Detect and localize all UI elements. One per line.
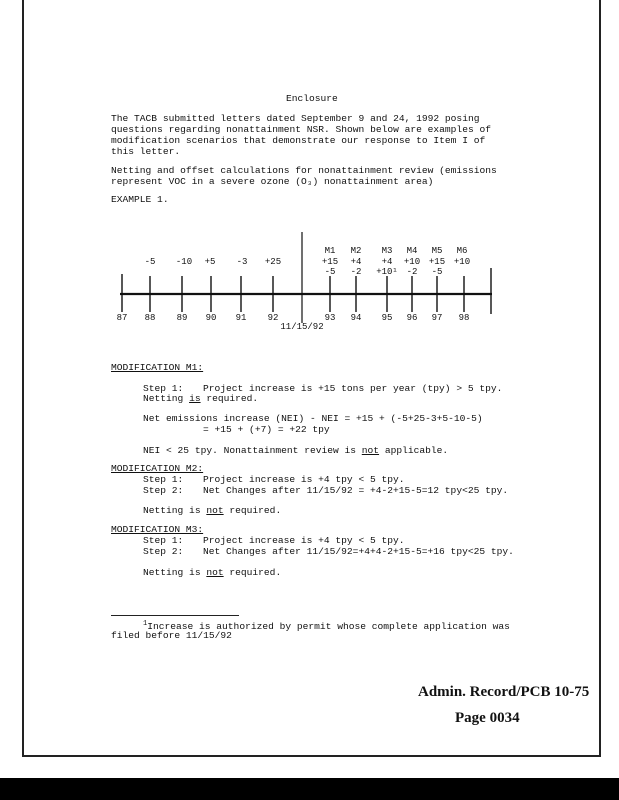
m2-netting-line: Netting is not required.: [143, 505, 282, 516]
date-label: 11/15/92: [280, 322, 324, 332]
m1-conclusion: NEI < 25 tpy. Nonattainment review is not applicable.: [143, 445, 449, 456]
year-label-97: 97: [431, 313, 443, 323]
year-label-91: 91: [235, 313, 247, 323]
example-label: EXAMPLE 1.: [111, 194, 169, 205]
m1-step1-label: Step 1:: [143, 383, 184, 394]
m3-netting-line: Netting is not required.: [143, 567, 282, 578]
m6-value1-label: +10: [453, 257, 471, 267]
m2-step1-text: Project increase is +4 tpy < 5 tpy.: [203, 474, 405, 485]
m5-name-label: M5: [431, 246, 443, 256]
year-label-98: 98: [458, 313, 470, 323]
admin-record-stamp: Admin. Record/PCB 10-75: [418, 684, 590, 700]
footnote-line1: $^1$Increase is authorized by permit whose complete application was: [143, 620, 510, 633]
year-label-89: 89: [176, 313, 188, 323]
m2-step2-text: Net Changes after 11/15/92 = +4-2+15-5=12 tpy<25 tpy.: [203, 485, 509, 496]
m1-step1-text: Project increase is +15 tons per year (tpy) > 5 tpy.: [203, 383, 503, 394]
m3-step1-text: Project increase is +4 tpy < 5 tpy.: [203, 535, 405, 546]
intro-paragraph: The TACB submitted letters dated September 9 and 24, 1992 posing questions regarding nonattainment NSR. Shown below are examples of modification scenarios that demonstrate our response to Item I of this letter.: [111, 113, 491, 157]
page-number-stamp: Page 0034: [455, 710, 520, 726]
pre-change-label: -3: [236, 257, 248, 267]
m2-value1-label: +4: [350, 257, 362, 267]
pre-change-label: +25: [264, 257, 282, 267]
m2-step1-label: Step 1:: [143, 474, 184, 485]
year-label-87: 87: [116, 313, 128, 323]
m4-value1-label: +10: [403, 257, 421, 267]
m1-netting-line: Netting is required.: [143, 393, 259, 404]
m1-heading: MODIFICATION M1:: [111, 362, 204, 373]
m1-name-label: M1: [324, 246, 336, 256]
page-title: Enclosure: [286, 93, 338, 104]
pre-change-label: -5: [144, 257, 156, 267]
scan-bottom-band: [0, 778, 619, 800]
footnote-rule: [111, 615, 239, 616]
year-label-90: 90: [205, 313, 217, 323]
timeline-diagram: [0, 0, 619, 340]
m1-nei-line1: Net emissions increase (NEI) - NEI = +15 + (-5+25-3+5-10-5): [143, 413, 483, 424]
m5-value2-label: -5: [431, 267, 443, 277]
m1-value2-label: -5: [324, 267, 336, 277]
netting-paragraph: Netting and offset calculations for nonattainment review (emissions represent VOC in a severe ozone (O₃) nonattainment area): [111, 165, 497, 187]
m3-step2-text: Net Changes after 11/15/92=+4+4-2+15-5=+16 tpy<25 tpy.: [203, 546, 514, 557]
m4-value2-label: -2: [406, 267, 418, 277]
pre-change-label: +5: [204, 257, 216, 267]
year-label-94: 94: [350, 313, 362, 323]
year-label-93: 93: [324, 313, 336, 323]
year-label-95: 95: [381, 313, 393, 323]
m3-heading: MODIFICATION M3:: [111, 524, 204, 535]
m1-nei-line2: = +15 + (+7) = +22 tpy: [203, 424, 330, 435]
m2-step2-label: Step 2:: [143, 485, 184, 496]
m3-step1-label: Step 1:: [143, 535, 184, 546]
m5-value1-label: +15: [428, 257, 446, 267]
m2-heading: MODIFICATION M2:: [111, 463, 204, 474]
year-label-92: 92: [267, 313, 279, 323]
m3-value2-label: +10¹: [376, 267, 398, 277]
page-border-bottom: [22, 755, 601, 757]
m3-name-label: M3: [381, 246, 393, 256]
m3-step2-label: Step 2:: [143, 546, 184, 557]
pre-change-label: -10: [175, 257, 193, 267]
m6-name-label: M6: [456, 246, 468, 256]
m4-name-label: M4: [406, 246, 418, 256]
year-label-96: 96: [406, 313, 418, 323]
m2-value2-label: -2: [350, 267, 362, 277]
footnote-line2: filed before 11/15/92: [111, 630, 232, 641]
m2-name-label: M2: [350, 246, 362, 256]
m3-value1-label: +4: [381, 257, 393, 267]
year-label-88: 88: [144, 313, 156, 323]
m1-value1-label: +15: [321, 257, 339, 267]
